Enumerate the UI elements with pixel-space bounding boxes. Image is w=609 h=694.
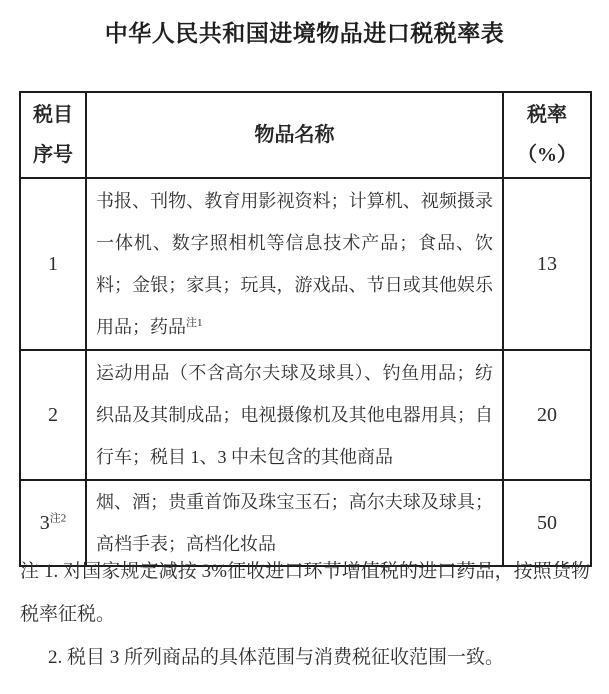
tax-item-number-value: 3 [39, 511, 50, 534]
item-names [86, 178, 503, 350]
tax-rate-value: 13 [503, 178, 591, 350]
item-names-text: 书报、刊物、教育用影视资料；计算机、视频摄录一体机、数字照相机等信息技术产品；食品、饮料；金银；家具；玩具，游戏品、节日或其他娱乐用品；药品 [96, 191, 493, 337]
header-item-name: 物品名称 [86, 92, 503, 178]
tax-rate-value: 50 [503, 480, 591, 566]
item-names [86, 350, 503, 480]
note-reference: 注2 [49, 511, 67, 524]
tax-rate-value: 20 [503, 350, 591, 480]
tax-item-number-value: 1 [48, 252, 58, 275]
tax-item-number [20, 178, 86, 350]
note-reference: 注1 [186, 317, 203, 329]
header-tax-item-no [20, 92, 86, 178]
footnotes [20, 550, 590, 679]
item-names-text: 烟、酒；贵重首饰及珠宝玉石；高尔夫球及球具；高档手表；高档化妆品 [96, 492, 493, 554]
page-title: 中华人民共和国进境物品进口税税率表 [104, 20, 505, 46]
table-row [20, 178, 591, 350]
tax-item-number [20, 350, 86, 480]
header-tax-rate [503, 92, 591, 178]
header-tax-item-no-line2: 序号 [33, 144, 73, 166]
tax-item-number-value: 2 [48, 403, 58, 426]
table-header-row [20, 92, 591, 178]
footnote-2: 2. 税目 3 所列商品的具体范围与消费税征收范围一致。 [48, 647, 505, 668]
item-names-text: 运动用品（不含高尔夫球及球具）、钓鱼用品；纺织品及其制成品；电视摄像机及其他电器用具；自行车；税目 1、3 中未包含的其他商品 [96, 363, 493, 467]
header-tax-rate-line1: 税率 [527, 104, 567, 126]
import-tax-rate-table [19, 91, 592, 567]
header-tax-item-no-line1: 税目 [33, 104, 73, 126]
table-row [20, 350, 591, 480]
header-tax-rate-line2: （%） [517, 144, 577, 166]
footnote-1: 注 1. 对国家规定减按 3%征收进口环节增值税的进口药品，按照货物税率征税。 [20, 561, 590, 625]
